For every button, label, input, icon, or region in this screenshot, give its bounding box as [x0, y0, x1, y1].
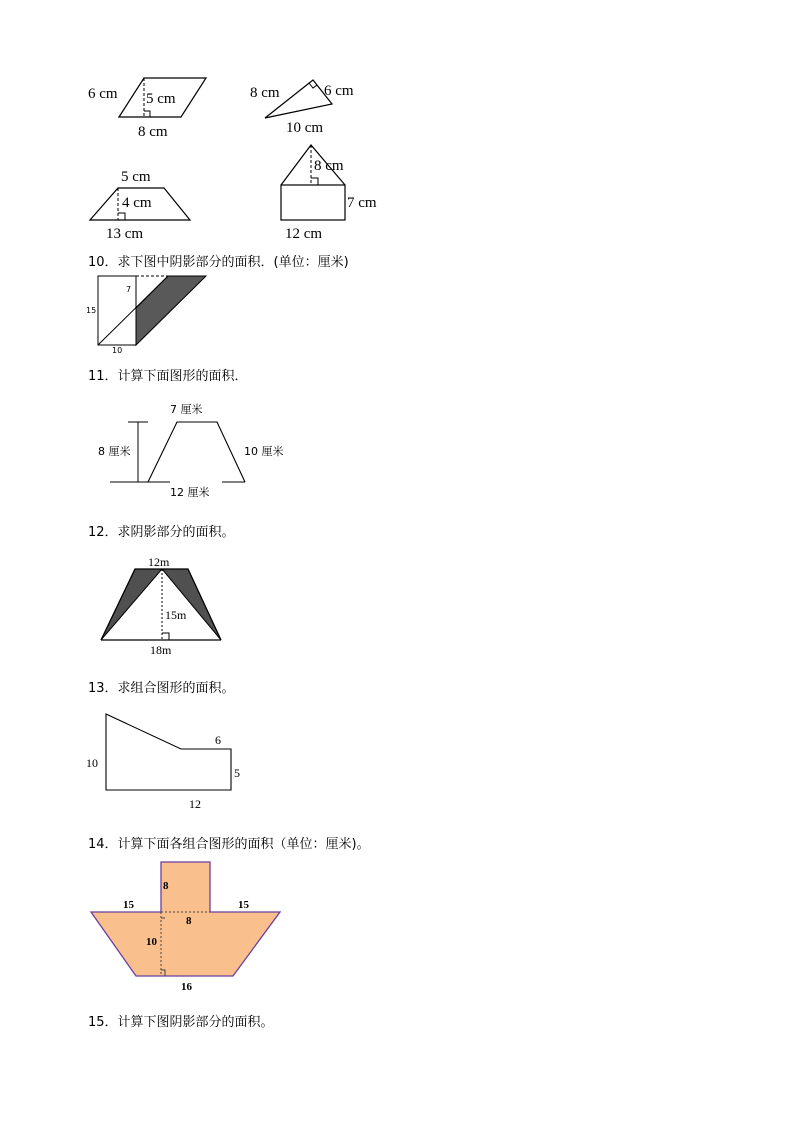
parallelogram-figure [88, 78, 206, 140]
q12-bottom-label: 18m [150, 643, 172, 657]
q11-side-label: 10 厘米 [244, 445, 284, 458]
top-figures [0, 0, 794, 250]
q11-top-label: 7 厘米 [170, 403, 203, 416]
q14-rect-height-label: 8 [163, 880, 169, 892]
q14-trap-height-label: 10 [146, 936, 157, 948]
triangle-leg2-label: 6 cm [324, 83, 354, 99]
q12-top-label: 12m [148, 555, 170, 569]
q10-label-15: 15 [86, 306, 97, 315]
q14-bottom-label: 16 [181, 981, 192, 993]
house-rect-height-label: 7 cm [347, 195, 377, 211]
parallelogram-base-label: 8 cm [138, 124, 168, 140]
question-10-text: 10．求下图中阴影部分的面积．(单位：厘米) [88, 255, 349, 270]
house-triangle-height-label: 8 cm [314, 158, 344, 174]
q13-left-label: 10 [86, 756, 98, 770]
question-13-text: 13．求组合图形的面积。 [88, 681, 235, 696]
triangle-hypotenuse-label: 10 cm [286, 120, 324, 136]
parallelogram-side-label: 6 cm [88, 86, 118, 102]
q11-height-label: 8 厘米 [98, 445, 131, 458]
question-13-figure [0, 705, 794, 815]
q14-left-top-label: 15 [123, 899, 134, 911]
question-10-figure [0, 270, 794, 355]
q10-label-7: 7 [126, 285, 132, 294]
trapezoid-top-label: 5 cm [121, 169, 151, 185]
q11-bottom-label: 12 厘米 [170, 486, 210, 499]
question-15-text: 15．计算下图阴影部分的面积。 [88, 1015, 274, 1030]
house-base-label: 12 cm [285, 226, 323, 242]
q14-right-top-label: 15 [238, 899, 249, 911]
trapezoid-height-label: 4 cm [122, 195, 152, 211]
q10-label-10: 10 [112, 346, 123, 355]
trapezoid-figure [90, 169, 190, 242]
question-12-text: 12．求阴影部分的面积。 [88, 525, 235, 540]
trapezoid-bottom-label: 13 cm [106, 226, 144, 242]
triangle-leg1-label: 8 cm [250, 85, 280, 101]
right-triangle-figure [250, 80, 354, 136]
q14-rect-width-label: 8 [186, 915, 192, 927]
question-12-figure [0, 552, 794, 657]
q13-right-label: 5 [234, 766, 240, 780]
question-14-text: 14．计算下面各组合图形的面积（单位：厘米)。 [88, 837, 370, 852]
q13-bottom-label: 12 [189, 797, 201, 811]
house-figure [281, 145, 377, 242]
question-11-figure [0, 400, 794, 505]
q12-height-label: 15m [165, 608, 187, 622]
question-14-figure [0, 855, 794, 995]
parallelogram-height-label: 5 cm [146, 91, 176, 107]
q13-top-right-label: 6 [215, 733, 221, 747]
question-11-text: 11．计算下面图形的面积． [88, 369, 248, 384]
